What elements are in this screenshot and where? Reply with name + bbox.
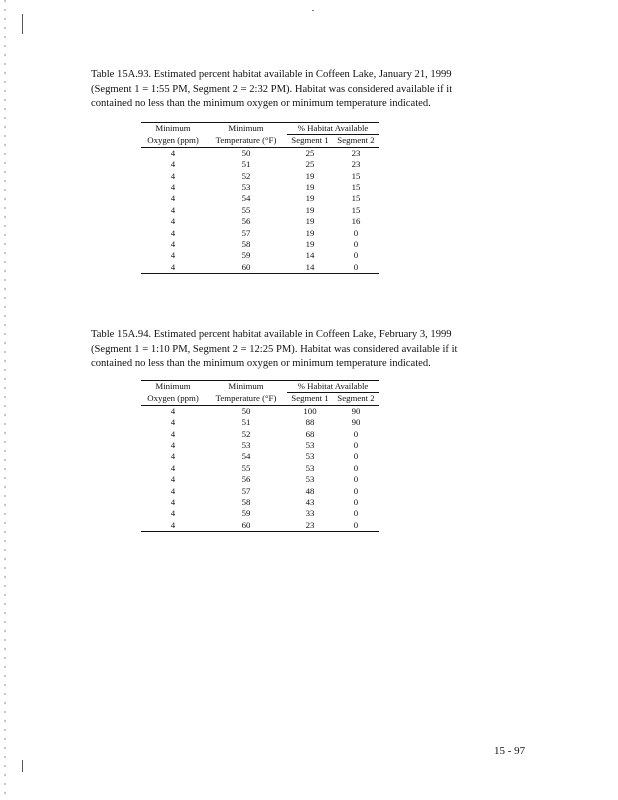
- oxygen-cell: 4: [170, 147, 176, 158]
- table1-caption: Table 15A.93. Estimated percent habitat available in Coffeen Lake, January 21, 1999 (Segment 1 = 1:55 PM, Segment 2 = 2:32 PM). Habitat was considered available if it contained no less than the minimum oxygen or minimum temperature indicated.: [91, 69, 453, 109]
- oxygen-cell: 4: [170, 462, 176, 473]
- table2: [141, 380, 379, 532]
- table1-body: [141, 147, 379, 273]
- segment1-cell: 48: [305, 485, 315, 496]
- table2-header-habitat-group: % Habitat Available: [287, 381, 379, 393]
- segment1-cell: 53: [305, 440, 315, 451]
- temperature-cell: 58: [241, 239, 251, 250]
- table-row: [141, 193, 379, 204]
- segment2-cell: 15: [351, 170, 361, 181]
- page-number: 15 - 97: [494, 745, 526, 757]
- scan-edge-artifact: [4, 0, 6, 800]
- segment2-cell: 0: [353, 462, 359, 473]
- oxygen-cell: 4: [170, 182, 176, 193]
- table-row: [141, 440, 379, 451]
- segment1-cell: 14: [305, 250, 315, 261]
- segment1-cell: 19: [305, 204, 315, 215]
- oxygen-cell: 4: [170, 485, 176, 496]
- table1-header-oxygen-line2: Oxygen (ppm): [141, 135, 205, 147]
- temperature-cell: 51: [241, 417, 251, 428]
- segment1-cell: 88: [305, 417, 315, 428]
- table2-header-oxygen-line1: Minimum: [141, 381, 205, 393]
- table2-caption: Table 15A.94. Estimated percent habitat available in Coffeen Lake, February 3, 1999 (Segment 1 = 1:10 PM, Segment 2 = 12:25 PM). Habitat was considered available if it contained no less than the minimum oxygen or minimum temperature indicated.: [91, 329, 458, 369]
- segment2-cell: 0: [353, 428, 359, 439]
- segment1-cell: 33: [305, 508, 315, 519]
- oxygen-cell: 4: [170, 170, 176, 181]
- table2-body: [141, 405, 379, 531]
- table2-header-temperature-line1: Minimum: [205, 381, 287, 393]
- table2-header-segment2: Segment 2: [333, 393, 379, 405]
- scan-mark: [22, 760, 23, 772]
- table2-header-oxygen-line2: Oxygen (ppm): [141, 393, 205, 405]
- table-row: [141, 520, 379, 532]
- table-row: [141, 171, 379, 182]
- table-row: [141, 486, 379, 497]
- oxygen-cell: 4: [170, 508, 176, 519]
- segment2-cell: 0: [333, 520, 379, 532]
- segment1-cell: 14: [287, 262, 333, 274]
- segment1-cell: 19: [305, 216, 315, 227]
- table-row: [141, 474, 379, 485]
- table-row: [141, 429, 379, 440]
- segment2-cell: 23: [351, 159, 361, 170]
- table-row: [141, 182, 379, 193]
- temperature-cell: 58: [241, 497, 251, 508]
- segment1-cell: 19: [305, 170, 315, 181]
- temperature-cell: 51: [241, 159, 251, 170]
- table-row: [141, 405, 379, 417]
- table-row: [141, 216, 379, 227]
- temperature-cell: 54: [241, 193, 251, 204]
- segment2-cell: 0: [353, 250, 359, 261]
- temperature-cell: 57: [241, 485, 251, 496]
- table-row: [141, 159, 379, 170]
- segment1-cell: 68: [305, 428, 315, 439]
- temperature-cell: 60: [205, 262, 287, 274]
- temperature-cell: 60: [205, 520, 287, 532]
- segment1-cell: 25: [305, 147, 315, 158]
- segment2-cell: 0: [353, 239, 359, 250]
- oxygen-cell: 4: [170, 497, 176, 508]
- oxygen-cell: 4: [170, 417, 176, 428]
- table1-header-habitat-group: % Habitat Available: [287, 123, 379, 135]
- oxygen-cell: 4: [170, 227, 176, 238]
- table-row: [141, 147, 379, 159]
- segment1-cell: 19: [305, 182, 315, 193]
- segment2-cell: 90: [351, 417, 361, 428]
- scan-mark: [22, 14, 23, 34]
- segment2-cell: 0: [353, 227, 359, 238]
- table-row: [141, 250, 379, 261]
- temperature-cell: 55: [241, 462, 251, 473]
- oxygen-cell: 4: [170, 451, 176, 462]
- temperature-cell: 52: [241, 170, 251, 181]
- temperature-cell: 55: [241, 204, 251, 215]
- temperature-cell: 50: [241, 405, 251, 416]
- segment1-cell: 19: [305, 193, 315, 204]
- table2-header-temperature-line2: Temperature (°F): [205, 393, 287, 405]
- temperature-cell: 59: [241, 250, 251, 261]
- table1-header-segment2: Segment 2: [333, 135, 379, 147]
- table-row: [141, 239, 379, 250]
- segment1-cell: 19: [305, 239, 315, 250]
- table1-header-oxygen-line1: Minimum: [141, 123, 205, 135]
- segment1-cell: 53: [305, 462, 315, 473]
- segment2-cell: 15: [351, 193, 361, 204]
- table-row: [141, 463, 379, 474]
- temperature-cell: 54: [241, 451, 251, 462]
- segment2-cell: 15: [351, 204, 361, 215]
- temperature-cell: 56: [241, 216, 251, 227]
- oxygen-cell: 4: [170, 239, 176, 250]
- oxygen-cell: 4: [170, 250, 176, 261]
- segment1-cell: 43: [305, 497, 315, 508]
- table2-header-segment1: Segment 1: [287, 393, 333, 405]
- segment2-cell: 0: [353, 508, 359, 519]
- segment1-cell: 100: [303, 405, 317, 416]
- oxygen-cell: 4: [170, 216, 176, 227]
- scan-speck: [312, 10, 314, 11]
- segment2-cell: 90: [351, 405, 361, 416]
- oxygen-cell: 4: [141, 262, 205, 274]
- segment2-cell: 15: [351, 182, 361, 193]
- segment2-cell: 0: [333, 262, 379, 274]
- segment1-cell: 25: [305, 159, 315, 170]
- segment2-cell: 0: [353, 440, 359, 451]
- temperature-cell: 59: [241, 508, 251, 519]
- segment2-cell: 0: [353, 451, 359, 462]
- table-row: [141, 228, 379, 239]
- oxygen-cell: 4: [170, 193, 176, 204]
- segment1-cell: 53: [305, 474, 315, 485]
- table-row: [141, 508, 379, 519]
- table1-header-segment1: Segment 1: [287, 135, 333, 147]
- segment1-cell: 23: [287, 520, 333, 532]
- segment1-cell: 53: [305, 451, 315, 462]
- temperature-cell: 52: [241, 428, 251, 439]
- table1-header-temperature-line2: Temperature (°F): [205, 135, 287, 147]
- segment2-cell: 0: [353, 485, 359, 496]
- segment2-cell: 16: [351, 216, 361, 227]
- temperature-cell: 57: [241, 227, 251, 238]
- segment2-cell: 23: [351, 147, 361, 158]
- segment2-cell: 0: [353, 497, 359, 508]
- oxygen-cell: 4: [170, 405, 176, 416]
- oxygen-cell: 4: [141, 520, 205, 532]
- oxygen-cell: 4: [170, 440, 176, 451]
- segment1-cell: 19: [305, 227, 315, 238]
- table1: [141, 122, 379, 274]
- segment2-cell: 0: [353, 474, 359, 485]
- oxygen-cell: 4: [170, 159, 176, 170]
- temperature-cell: 50: [241, 147, 251, 158]
- temperature-cell: 53: [241, 440, 251, 451]
- oxygen-cell: 4: [170, 474, 176, 485]
- table-row: [141, 262, 379, 274]
- table-row: [141, 417, 379, 428]
- table-row: [141, 451, 379, 462]
- temperature-cell: 56: [241, 474, 251, 485]
- oxygen-cell: 4: [170, 204, 176, 215]
- table-row: [141, 497, 379, 508]
- table1-header-temperature-line1: Minimum: [205, 123, 287, 135]
- oxygen-cell: 4: [170, 428, 176, 439]
- temperature-cell: 53: [241, 182, 251, 193]
- table-row: [141, 205, 379, 216]
